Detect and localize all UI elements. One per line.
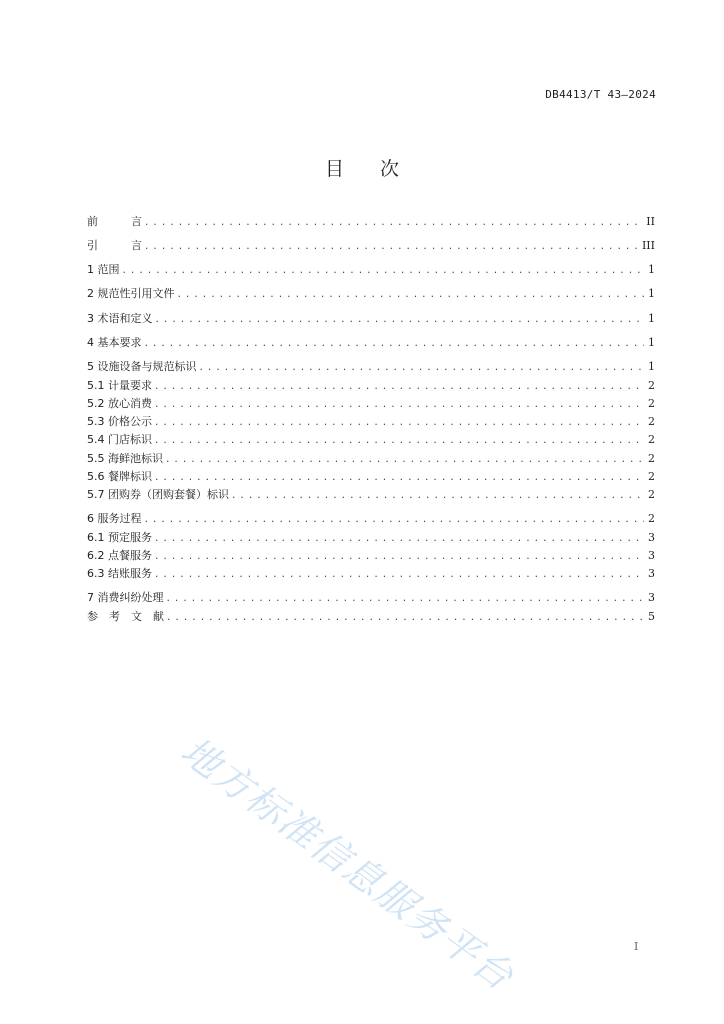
document-code: DB4413/T 43—2024 (545, 88, 656, 101)
watermark: 地方标准信息服务平台 (173, 728, 523, 1000)
toc-entry[interactable] (87, 609, 655, 625)
toc-entry[interactable] (87, 238, 655, 254)
toc-entry-page: 1 (648, 360, 655, 373)
toc-entry-label: 5.4 门店标识 (87, 433, 152, 446)
toc-entry-page: 2 (648, 512, 655, 525)
toc-entry-page: 3 (648, 567, 655, 580)
toc-entry-page: 1 (648, 263, 655, 276)
toc-leader-dots (199, 360, 645, 376)
toc-entry-label: 前 言 (87, 215, 142, 228)
toc-entry-label: 参 考 文 献 (87, 610, 164, 623)
toc-entry-label: 6.3 结账服务 (87, 567, 152, 580)
toc-entry-label: 5.7 团购券（团购套餐）标识 (87, 488, 229, 501)
toc-entry-page: 2 (648, 379, 655, 392)
toc-entry-label: 5 设施设备与规范标识 (87, 360, 197, 373)
toc-leader-dots (155, 312, 645, 328)
toc-entry[interactable] (87, 359, 655, 375)
toc-leader-dots (144, 215, 642, 231)
toc-entry-page: 5 (648, 610, 655, 623)
toc-leader-dots (166, 610, 644, 626)
toc-title-char-1: 目 (324, 158, 344, 180)
toc-leader-dots (122, 263, 645, 279)
toc-entry-label: 引 言 (87, 239, 142, 252)
toc-leader-dots (154, 531, 644, 547)
toc-leader-dots (144, 239, 638, 255)
toc-leader-dots (144, 512, 645, 528)
toc-entry[interactable] (87, 414, 655, 430)
toc-entry-label: 6 服务过程 (87, 512, 142, 525)
toc-entry[interactable] (87, 548, 655, 564)
toc-entry-page: 3 (648, 549, 655, 562)
toc-entry-label: 1 范围 (87, 263, 120, 276)
toc-leader-dots (154, 470, 644, 486)
toc-entry-page: 2 (648, 433, 655, 446)
toc-entry[interactable] (87, 451, 655, 467)
toc-entry[interactable] (87, 566, 655, 582)
toc-entry[interactable] (87, 396, 655, 412)
toc-leader-dots (144, 336, 645, 352)
toc-entry-page: 2 (648, 488, 655, 501)
toc-entry-page: 3 (648, 591, 655, 604)
toc-title-char-2: 次 (380, 158, 400, 180)
toc-entry[interactable] (87, 590, 655, 606)
toc-entry-label: 5.2 放心消费 (87, 397, 152, 410)
toc-entry-label: 4 基本要求 (87, 336, 142, 349)
toc-entry-page: 2 (648, 397, 655, 410)
toc-leader-dots (165, 452, 644, 468)
toc-entry[interactable] (87, 378, 655, 394)
toc-entry[interactable] (87, 511, 655, 527)
toc-entry-label: 5.3 价格公示 (87, 415, 152, 428)
toc-entry[interactable] (87, 469, 655, 485)
toc-entry-page: 3 (648, 531, 655, 544)
toc-entry[interactable] (87, 530, 655, 546)
toc-leader-dots (154, 397, 644, 413)
toc-entry-label: 5.6 餐牌标识 (87, 470, 152, 483)
toc-leader-dots (231, 488, 644, 504)
toc-leader-dots (154, 379, 644, 395)
toc-entry[interactable] (87, 214, 655, 230)
toc-leader-dots (154, 567, 644, 583)
toc-entry-page: 1 (648, 336, 655, 349)
toc-entry-label: 6.2 点餐服务 (87, 549, 152, 562)
toc-leader-dots (154, 415, 644, 431)
toc-entry[interactable] (87, 311, 655, 327)
toc-entry-label: 5.1 计量要求 (87, 379, 152, 392)
toc-entry-label: 7 消费纠纷处理 (87, 591, 164, 604)
toc-entry-page: 1 (648, 287, 655, 300)
toc-entry[interactable] (87, 286, 655, 302)
toc-entry[interactable] (87, 432, 655, 448)
toc-entry[interactable] (87, 262, 655, 278)
toc-leader-dots (177, 287, 645, 303)
toc-entry-label: 6.1 预定服务 (87, 531, 152, 544)
page-number: I (634, 940, 639, 953)
toc-leader-dots (154, 433, 644, 449)
toc-entry[interactable] (87, 487, 655, 503)
toc-entry-page: 2 (648, 470, 655, 483)
toc-leader-dots (166, 591, 645, 607)
toc-entry-label: 2 规范性引用文件 (87, 287, 175, 300)
toc-entry-page: III (641, 239, 655, 252)
toc-entry-page: II (646, 215, 655, 228)
toc-entry-label: 5.5 海鲜池标识 (87, 452, 163, 465)
toc-entry-page: 1 (648, 312, 655, 325)
toc-entry[interactable] (87, 335, 655, 351)
toc-entry-label: 3 术语和定义 (87, 312, 153, 325)
toc-entry-page: 2 (648, 415, 655, 428)
toc-title (0, 154, 724, 181)
toc-leader-dots (154, 549, 644, 565)
toc-entry-page: 2 (648, 452, 655, 465)
